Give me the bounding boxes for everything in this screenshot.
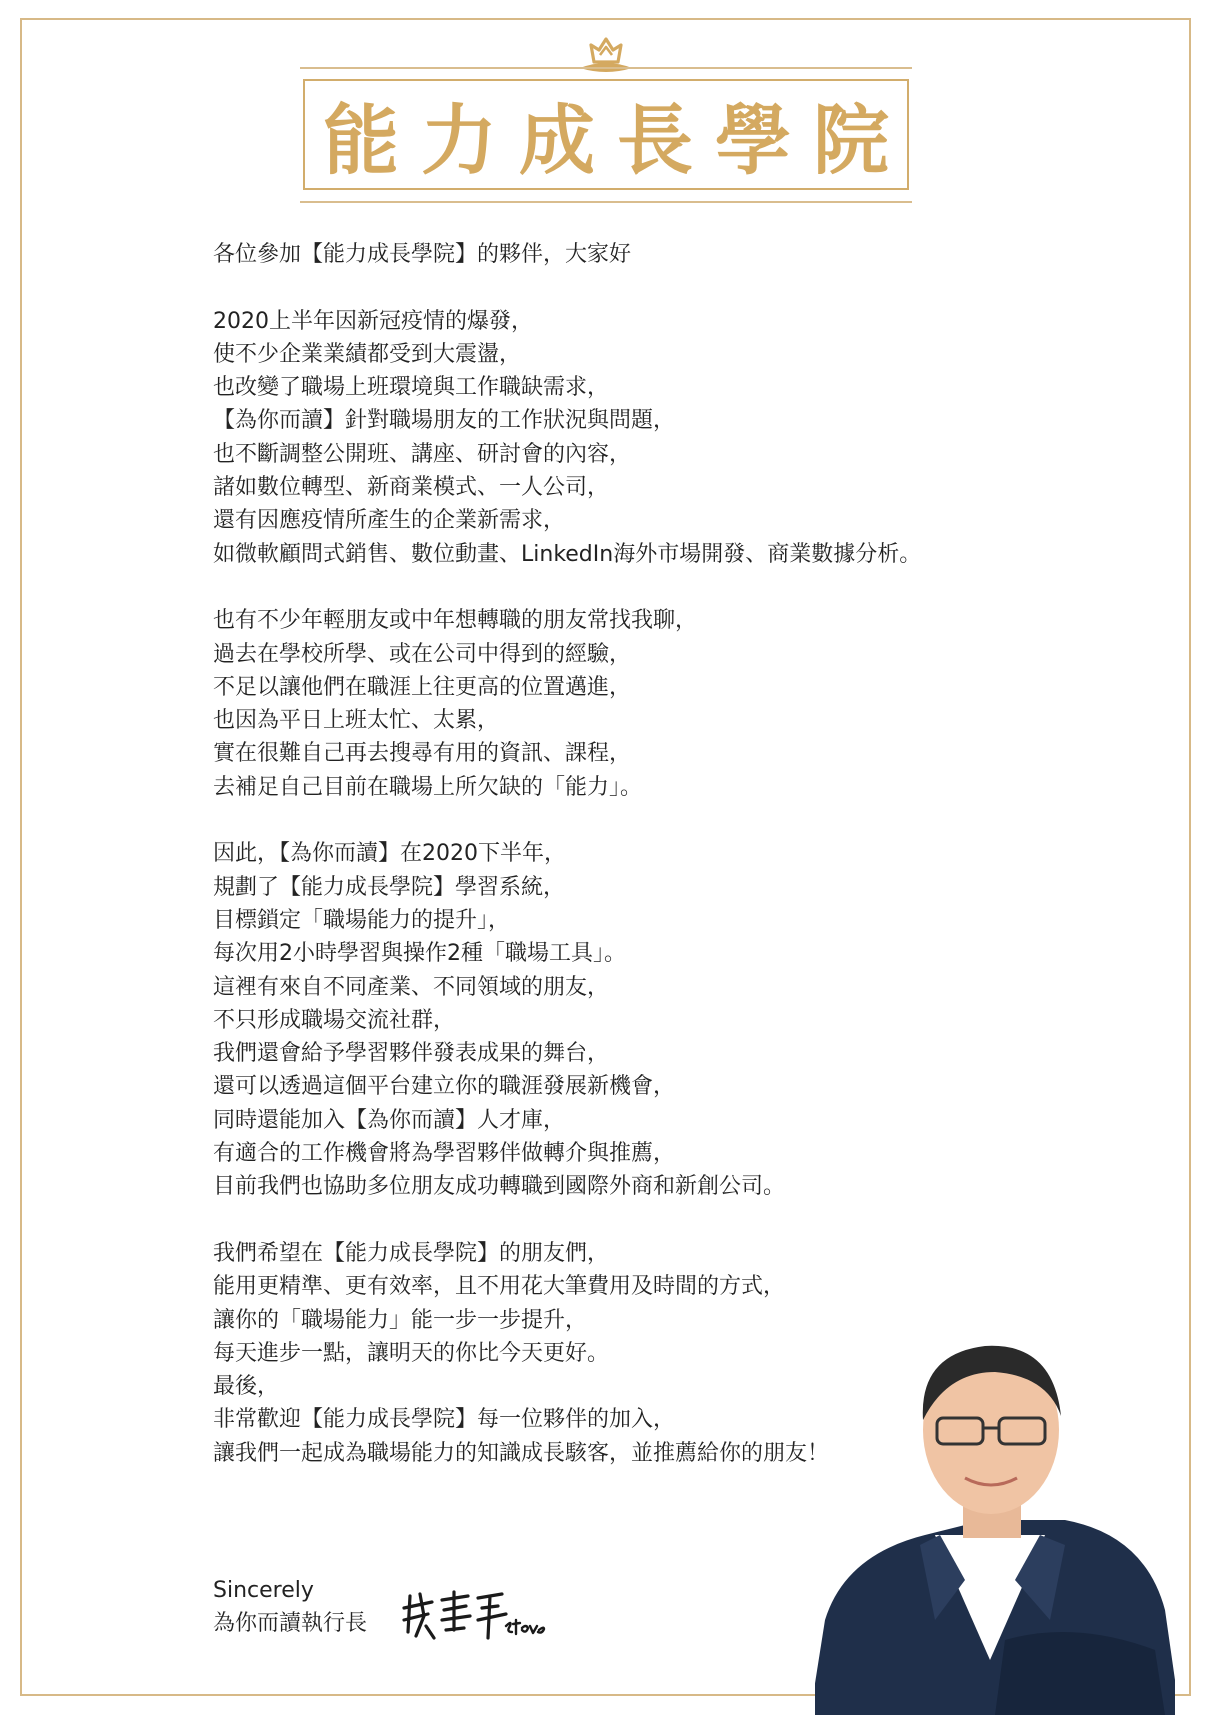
letter-line: 規劃了【能力成長學院】學習系統， [213, 874, 566, 900]
letter-line: 不只形成職場交流社群， [213, 1007, 456, 1033]
letter-line: 每天進步一點，讓明天的你比今天更好。 [213, 1340, 610, 1366]
letter-line: 也不斷調整公開班、講座、研討會的內容， [213, 441, 632, 467]
letter-line: 每次用2小時學習與操作2種「職場工具」。 [213, 941, 626, 967]
header-rule-top [300, 67, 912, 69]
letter-line: 同時還能加入【為你而讀】人才庫， [213, 1107, 566, 1133]
letter-line: 最後， [213, 1374, 280, 1400]
portrait-photo [815, 1320, 1175, 1715]
letter-line: 能用更精準、更有效率，且不用花大筆費用及時間的方式， [213, 1274, 786, 1300]
crown-icon [578, 36, 634, 76]
letter-line: 我們還會給予學習夥伴發表成果的舞台， [213, 1041, 610, 1067]
page-title: 能力成長學院 [323, 96, 911, 185]
letter-line: 目標鎖定「職場能力的提升」， [213, 907, 511, 933]
letter-paragraph [213, 305, 1003, 571]
letter-line: 還有因應疫情所產生的企業新需求， [213, 508, 566, 534]
letter-line: 我們希望在【能力成長學院】的朋友們， [213, 1240, 610, 1266]
letter-line: 如微軟顧問式銷售、數位動畫、LinkedIn海外市場開發、商業數據分析。 [213, 541, 922, 567]
signature-image [398, 1586, 548, 1642]
letter-line: 【為你而讀】針對職場朋友的工作狀況與問題， [213, 408, 676, 434]
letter-line: 有適合的工作機會將為學習夥伴做轉介與推薦， [213, 1141, 676, 1167]
closing-text: Sincerely [213, 1578, 314, 1603]
signer-title: 為你而讀執行長 [213, 1611, 368, 1636]
letter-line: 還可以透過這個平台建立你的職涯發展新機會， [213, 1074, 676, 1100]
letter-line: 去補足自己目前在職場上所欠缺的「能力」。 [213, 774, 643, 800]
letter-line: 2020上半年因新冠疫情的爆發， [213, 308, 533, 334]
signoff [213, 1574, 367, 1640]
letter-body [213, 238, 1003, 1503]
letter-line: 實在很難自己再去搜尋有用的資訊、課程， [213, 741, 632, 767]
letter-paragraph [213, 604, 1003, 804]
letter-line: 不足以讓他們在職涯上往更高的位置邁進， [213, 674, 632, 700]
letter-line: 過去在學校所學、或在公司中得到的經驗， [213, 641, 632, 667]
letter-line: 因此，【為你而讀】在2020下半年， [213, 841, 566, 867]
letter-line: 讓你的「職場能力」能一步一步提升， [213, 1307, 588, 1333]
letter-line: 這裡有來自不同產業、不同領域的朋友， [213, 974, 610, 1000]
letter-line: 也因為平日上班太忙、太累， [213, 708, 500, 734]
header-rule-bottom [300, 201, 912, 203]
letter-line: 也改變了職場上班環境與工作職缺需求， [213, 375, 610, 401]
letter-paragraph [213, 238, 1003, 271]
letter-line: 也有不少年輕朋友或中年想轉職的朋友常找我聊， [213, 608, 698, 634]
title-box [303, 79, 909, 190]
letter-line: 使不少企業業績都受到大震盪， [213, 341, 522, 367]
letter-line: 各位參加【能力成長學院】的夥伴，大家好 [213, 242, 632, 267]
letter-paragraph [213, 837, 1003, 1203]
letter-line: 目前我們也協助多位朋友成功轉職到國際外商和新創公司。 [213, 1174, 786, 1200]
letter-line: 讓我們一起成為職場能力的知識成長駭客，並推薦給你的朋友！ [213, 1440, 830, 1466]
letter-line: 非常歡迎【能力成長學院】每一位夥伴的加入， [213, 1407, 676, 1433]
letter-line: 諸如數位轉型、新商業模式、一人公司， [213, 475, 610, 501]
